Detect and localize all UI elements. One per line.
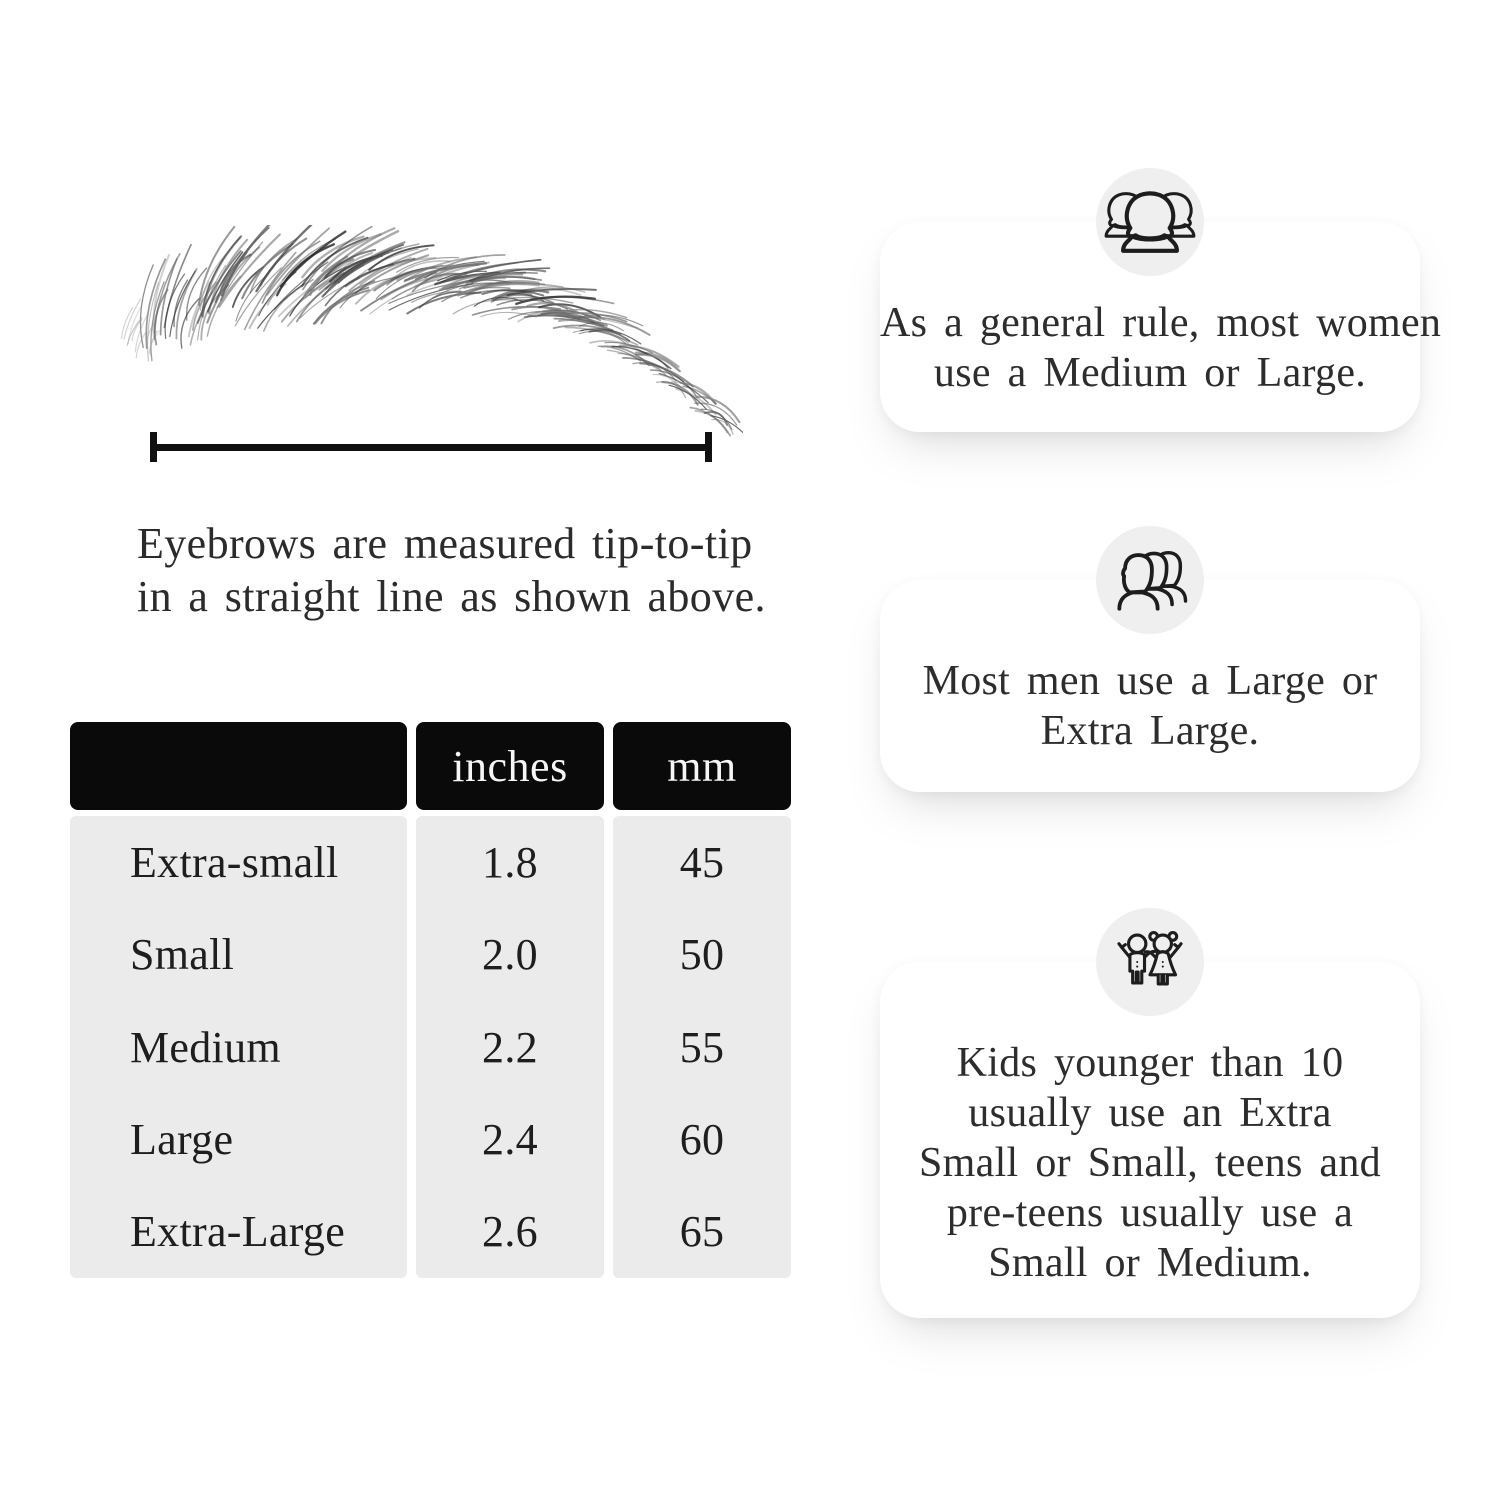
column-size-labels: [70, 816, 407, 1278]
size-label: Extra-Large: [130, 1207, 346, 1257]
column-mm-values: [613, 816, 791, 1278]
header-cell-size: [70, 722, 407, 810]
measurement-caption: [137, 517, 766, 623]
size-label: Extra-small: [130, 837, 339, 887]
inches-value: 1.8: [482, 837, 538, 887]
measurement-end-tick-right: [705, 432, 712, 462]
header-cell-inches: inches: [416, 722, 604, 810]
mm-value: 50: [679, 930, 725, 980]
icon-badge: [1096, 526, 1204, 634]
size-table-header: [70, 722, 791, 810]
icon-badge: [1096, 168, 1204, 276]
card-text-line: usually use an Extra: [968, 1090, 1332, 1136]
size-label: Large: [130, 1114, 234, 1164]
info-card-men: [880, 580, 1420, 792]
size-table-body: [70, 816, 791, 1278]
eyebrow-illustration: [103, 225, 743, 455]
card-text: [880, 656, 1420, 756]
info-card-kids: [880, 962, 1420, 1318]
women-group-icon: [1104, 181, 1196, 263]
icon-badge: [1096, 908, 1204, 1016]
column-inches-values: [416, 816, 604, 1278]
card-text-line: Most men use a Large or: [922, 658, 1378, 704]
mm-value: 45: [679, 837, 725, 887]
card-text: [880, 1038, 1420, 1288]
inches-value: 2.2: [482, 1022, 538, 1072]
caption-line: Eyebrows are measured tip-to-tip: [137, 519, 753, 568]
card-text-line: Extra Large.: [1040, 708, 1260, 754]
card-text-line: Small or Small, teens and: [919, 1140, 1381, 1186]
measurement-line: [150, 432, 712, 462]
card-text-line: As a general rule, most women: [880, 300, 1442, 346]
inches-value: 2.4: [482, 1114, 538, 1164]
size-label: Small: [130, 930, 235, 980]
inches-value: 2.6: [482, 1207, 538, 1257]
inches-value: 2.0: [482, 930, 538, 980]
info-card-women: [880, 222, 1442, 432]
size-label: Medium: [130, 1022, 281, 1072]
measurement-bar: [150, 444, 712, 451]
card-text-line: pre-teens usually use a: [946, 1190, 1354, 1236]
mm-value: 65: [679, 1207, 725, 1257]
size-table: [70, 722, 791, 1278]
mm-value: 55: [679, 1022, 725, 1072]
card-text-line: use a Medium or Large.: [933, 350, 1367, 396]
caption-line: in a straight line as shown above.: [137, 572, 766, 621]
mm-value: 60: [679, 1114, 725, 1164]
card-text: [880, 298, 1442, 398]
header-cell-mm: mm: [613, 722, 791, 810]
card-text-line: Kids younger than 10: [956, 1040, 1344, 1086]
kids-icon: [1108, 922, 1192, 1002]
card-text-line: Small or Medium.: [988, 1240, 1312, 1286]
men-group-icon: [1104, 539, 1196, 621]
